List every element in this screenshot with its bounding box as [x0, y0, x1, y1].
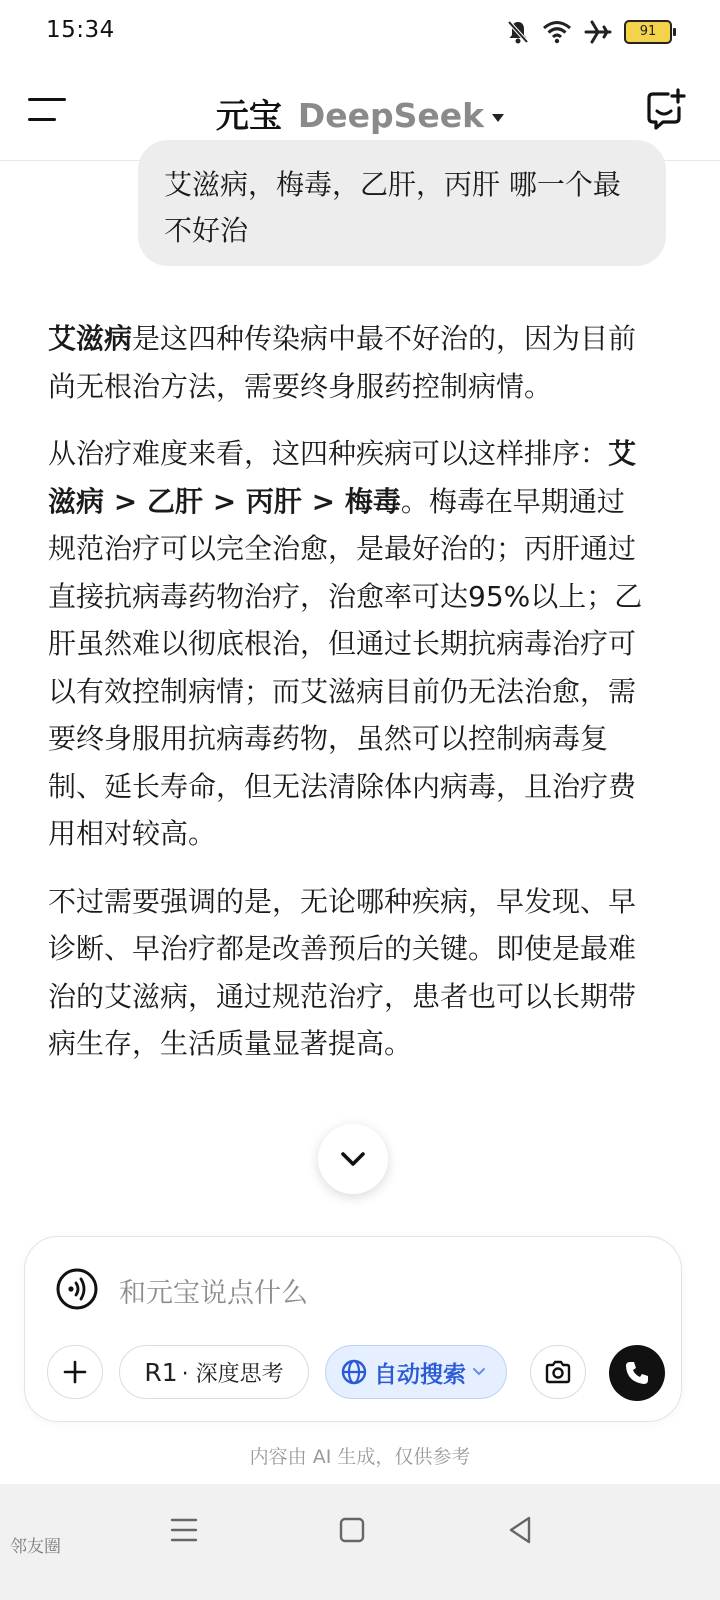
new-chat-icon[interactable] — [644, 88, 688, 132]
camera-button[interactable] — [530, 1345, 586, 1399]
model-selector[interactable] — [0, 90, 720, 137]
deep-think-toggle[interactable] — [119, 1345, 309, 1399]
auto-search-toggle[interactable] — [325, 1345, 507, 1399]
status-bar — [0, 0, 720, 64]
scroll-down-icon — [339, 1149, 367, 1169]
back-icon[interactable] — [500, 1510, 540, 1550]
status-time: 15:34 — [46, 17, 115, 43]
scroll-down-button[interactable] — [318, 1124, 388, 1194]
ai-disclaimer: 内容由 AI 生成，仅供参考 — [249, 1446, 471, 1468]
phone-icon — [623, 1359, 651, 1387]
chat-input-panel — [24, 1236, 682, 1422]
camera-icon — [544, 1359, 572, 1385]
plus-icon — [63, 1360, 87, 1384]
voice-icon[interactable] — [55, 1267, 99, 1311]
watermark: 邻友圈 — [10, 1537, 61, 1557]
wifi-icon — [542, 20, 572, 44]
chevron-down-icon — [472, 1367, 486, 1377]
system-nav-bar — [0, 1484, 720, 1600]
recent-apps-icon[interactable] — [164, 1510, 204, 1550]
status-icons — [506, 18, 672, 46]
app-name: 元宝 — [215, 96, 282, 135]
message-input[interactable]: 和元宝说点什么 — [119, 1278, 308, 1309]
answer-paragraph-1: 艾滋病是这四种传染病中最不好治的，因为目前尚无根治方法，需要终身服药控制病情。 — [48, 322, 637, 403]
home-icon[interactable] — [332, 1510, 372, 1550]
model-name: DeepSeek — [297, 96, 485, 135]
answer-ranking: 艾滋病 > 乙肝 > 丙肝 > 梅毒 — [48, 437, 637, 518]
voice-call-button[interactable] — [609, 1345, 665, 1401]
battery-icon: 91 — [624, 20, 672, 44]
dropdown-caret-icon — [492, 114, 504, 122]
airplane-icon — [584, 20, 612, 44]
answer-paragraph-3: 不过需要强调的是，无论哪种疾病，早发现、早诊断、早治疗都是改善预后的关键。即使是最难治的艾滋病，通过规范治疗，患者也可以长期带病生存，生活质量显著提高。 — [48, 884, 637, 1060]
answer-bold-term: 艾滋病 — [48, 322, 133, 355]
r1-label: R1 — [144, 1357, 178, 1387]
globe-icon — [340, 1358, 368, 1386]
bell-muted-icon — [506, 19, 530, 45]
answer-paragraph-2: 从治疗难度来看，这四种疾病可以这样排序：艾滋病 > 乙肝 > 丙肝 > 梅毒。梅毒在早期通过规范治疗可以完全治愈，是最好治的；丙肝通过直接抗病毒药物治疗，治愈率可达95%以上；乙肝虽然难以彻底根治，但通过长期抗病毒治疗可以有效控制病情；而艾滋病目前仍无法治愈，需要终身服用抗病毒药物，虽然可以控制病毒复制、延长寿命，但无法清除体内病毒，且治疗费用相对较高。 — [48, 437, 643, 850]
add-attachment-button[interactable] — [47, 1345, 103, 1399]
user-message-bubble[interactable]: 艾滋病，梅毒，乙肝，丙肝 哪一个最不好治 — [138, 140, 666, 266]
deep-think-label: · 深度思考 — [181, 1361, 284, 1387]
assistant-answer — [48, 315, 648, 1088]
auto-search-label: 自动搜索 — [374, 1361, 466, 1388]
